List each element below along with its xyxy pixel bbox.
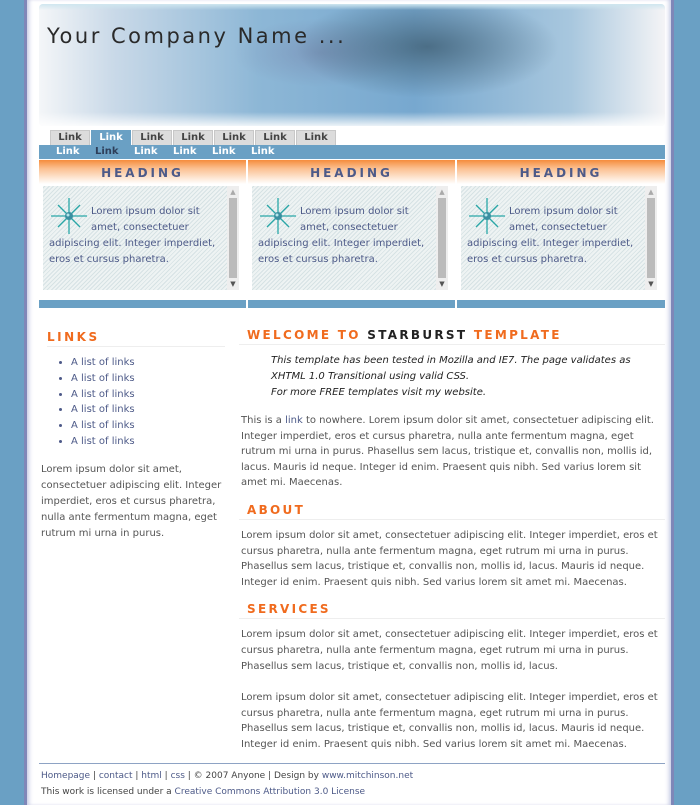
featured-box-content — [252, 186, 448, 290]
sidebar-link-list — [71, 355, 135, 450]
design-credit: Design by — [273, 771, 322, 781]
featured-box-text: Lorem ipsum dolor sit amet, consectetuer adipiscing elit. Integer imperdiet, eros et cursus pharetra. — [49, 206, 216, 265]
featured-box-content — [43, 186, 239, 290]
scroll-thumb[interactable] — [438, 198, 446, 278]
para-text: to nowhere. Lorem ipsum dolor sit amet, consectetuer adipiscing elit. Integer imperdiet, eros et cursus pharetra, nulla ante fermentum magna, eget rutrum mi urna in purus. Phasellus sem lacus, tristique et, convallis non, mollis id, lacus. Mauris id neque. Integer id enim. Praesent quis nibh. Sed varius lorem sit amet mi. Maecenas. — [241, 415, 654, 489]
license-row — [41, 784, 413, 800]
scroll-down-icon[interactable]: ▼ — [230, 280, 236, 288]
featured-box-3 — [457, 160, 665, 308]
scroll-down-icon[interactable]: ▼ — [648, 280, 654, 288]
header-banner — [39, 4, 665, 126]
nav-tab-4[interactable]: Link — [173, 130, 213, 145]
primary-nav — [50, 130, 337, 145]
featured-box-footer-bar — [39, 300, 246, 308]
subnav-link-3[interactable]: Link — [134, 146, 158, 157]
welcome-heading-part: WELCOME TO — [247, 328, 368, 342]
page-container — [24, 0, 674, 805]
welcome-paragraph — [239, 413, 665, 491]
nav-tab-6[interactable]: Link — [255, 130, 295, 145]
welcome-heading — [239, 328, 665, 345]
separator: | — [265, 771, 274, 781]
separator: | — [132, 771, 142, 781]
featured-box-text: Lorem ipsum dolor sit amet, consectetuer adipiscing elit. Integer imperdiet, eros et cursus pharetra. — [258, 206, 425, 265]
sidebar-link[interactable]: • A list of links — [71, 402, 135, 418]
footer-links-row — [41, 768, 413, 784]
subnav-link-2-current[interactable]: Link — [95, 146, 119, 157]
footer — [41, 768, 413, 800]
para-text: This is a — [241, 415, 286, 426]
footer-css-link[interactable]: css — [170, 771, 185, 781]
nav-tab-2-active[interactable]: Link — [91, 130, 131, 145]
services-heading: SERVICES — [239, 602, 665, 619]
about-paragraph: Lorem ipsum dolor sit amet, consectetuer adipiscing elit. Integer imperdiet, eros et cursus pharetra, nulla ante fermentum magna, eget rutrum mi urna in purus. Phasellus sem lacus, tristique et, convallis non, mollis id, lacus. Mauris id neque. Integer id enim. Praesent quis nibh. Sed varius lorem sit amet mi. Maecenas. — [241, 529, 658, 588]
nowhere-link[interactable]: link — [285, 415, 303, 426]
sidebar-link[interactable]: • A list of links — [71, 434, 135, 450]
footer-html-link[interactable]: html — [141, 771, 162, 781]
license-text: This work is licensed under a — [41, 787, 175, 797]
starburst-icon — [49, 198, 89, 234]
featured-box-footer-bar — [457, 300, 665, 308]
featured-box-footer-bar — [248, 300, 455, 308]
intro-line: For more FREE templates visit my website. — [271, 387, 487, 398]
services-paragraph-1: Lorem ipsum dolor sit amet, consectetuer adipiscing elit. Integer imperdiet, eros et cursus pharetra, nulla ante fermentum magna, eget rutrum mi urna in purus. Phasellus sem lacus, tristique et, convallis non, mollis id, lacus. — [241, 629, 658, 672]
welcome-heading-brand: STARBURST — [367, 328, 468, 342]
nav-tab-7[interactable]: Link — [296, 130, 336, 145]
subnav-link-6[interactable]: Link — [251, 146, 275, 157]
welcome-heading-part: TEMPLATE — [467, 328, 562, 342]
sidebar-heading: LINKS — [47, 330, 225, 347]
scroll-up-icon[interactable]: ▲ — [648, 188, 654, 196]
separator: | — [184, 771, 194, 781]
designer-link[interactable]: www.mitchinson.net — [321, 771, 414, 781]
scroll-up-icon[interactable]: ▲ — [230, 188, 236, 196]
services-paragraph-2: Lorem ipsum dolor sit amet, consectetuer adipiscing elit. Integer imperdiet, eros et cursus pharetra, nulla ante fermentum magna, eget rutrum mi urna in purus. Phasellus sem lacus, tristique et, convallis non, mollis id, lacus. Mauris id neque. Integer id enim. Praesent quis nibh. Sed varius lorem sit amet mi. Maecenas. — [241, 692, 658, 750]
featured-box-text: Lorem ipsum dolor sit amet, consectetuer adipiscing elit. Integer imperdiet, eros et cursus pharetra. — [467, 206, 634, 265]
featured-box-1 — [39, 160, 248, 308]
nav-tab-1[interactable]: Link — [50, 130, 90, 145]
scrollbar[interactable] — [645, 186, 657, 290]
company-name: Your Company Name ... — [47, 24, 347, 48]
sidebar-text: Lorem ipsum dolor sit amet, consectetuer adipiscing elit. Integer imperdiet, eros et cursus pharetra, nulla ante fermentum magna, eget rutrum mi urna in purus. — [41, 464, 222, 539]
featured-box-content — [461, 186, 657, 290]
scrollbar[interactable] — [227, 186, 239, 290]
featured-box-heading: HEADING — [457, 160, 665, 184]
sidebar-link[interactable]: • A list of links — [71, 355, 135, 371]
featured-box-2 — [248, 160, 457, 308]
copyright: © 2007 Anyone — [193, 771, 266, 781]
scrollbar[interactable] — [436, 186, 448, 290]
separator: | — [90, 771, 99, 781]
separator: | — [161, 771, 171, 781]
welcome-intro — [239, 353, 665, 401]
nav-tab-3[interactable]: Link — [132, 130, 172, 145]
scroll-down-icon[interactable]: ▼ — [439, 280, 445, 288]
scroll-thumb[interactable] — [647, 198, 655, 278]
sidebar-link[interactable]: • A list of links — [71, 387, 135, 403]
scroll-thumb[interactable] — [229, 198, 237, 278]
sidebar-link[interactable]: • A list of links — [71, 371, 135, 387]
footer-homepage-link[interactable]: Homepage — [41, 771, 91, 781]
intro-line: This template has been tested in Mozilla and IE7. The page validates as XHTML 1.0 Transitional using valid CSS. — [271, 355, 631, 382]
about-heading: ABOUT — [239, 503, 665, 520]
sidebar-link[interactable]: • A list of links — [71, 418, 135, 434]
subnav-link-4[interactable]: Link — [173, 146, 197, 157]
footer-contact-link[interactable]: contact — [98, 771, 133, 781]
starburst-icon — [258, 198, 298, 234]
subnav-link-1[interactable]: Link — [56, 146, 80, 157]
subnav-link-5[interactable]: Link — [212, 146, 236, 157]
license-link[interactable]: Creative Commons Attribution 3.0 License — [174, 787, 366, 797]
footer-divider — [39, 763, 665, 764]
scroll-up-icon[interactable]: ▲ — [439, 188, 445, 196]
nav-tab-5[interactable]: Link — [214, 130, 254, 145]
featured-box-heading: HEADING — [248, 160, 455, 184]
featured-boxes — [39, 160, 665, 308]
secondary-nav — [39, 145, 665, 159]
starburst-icon — [467, 198, 507, 234]
featured-box-heading: HEADING — [39, 160, 246, 184]
main-content — [239, 328, 665, 765]
